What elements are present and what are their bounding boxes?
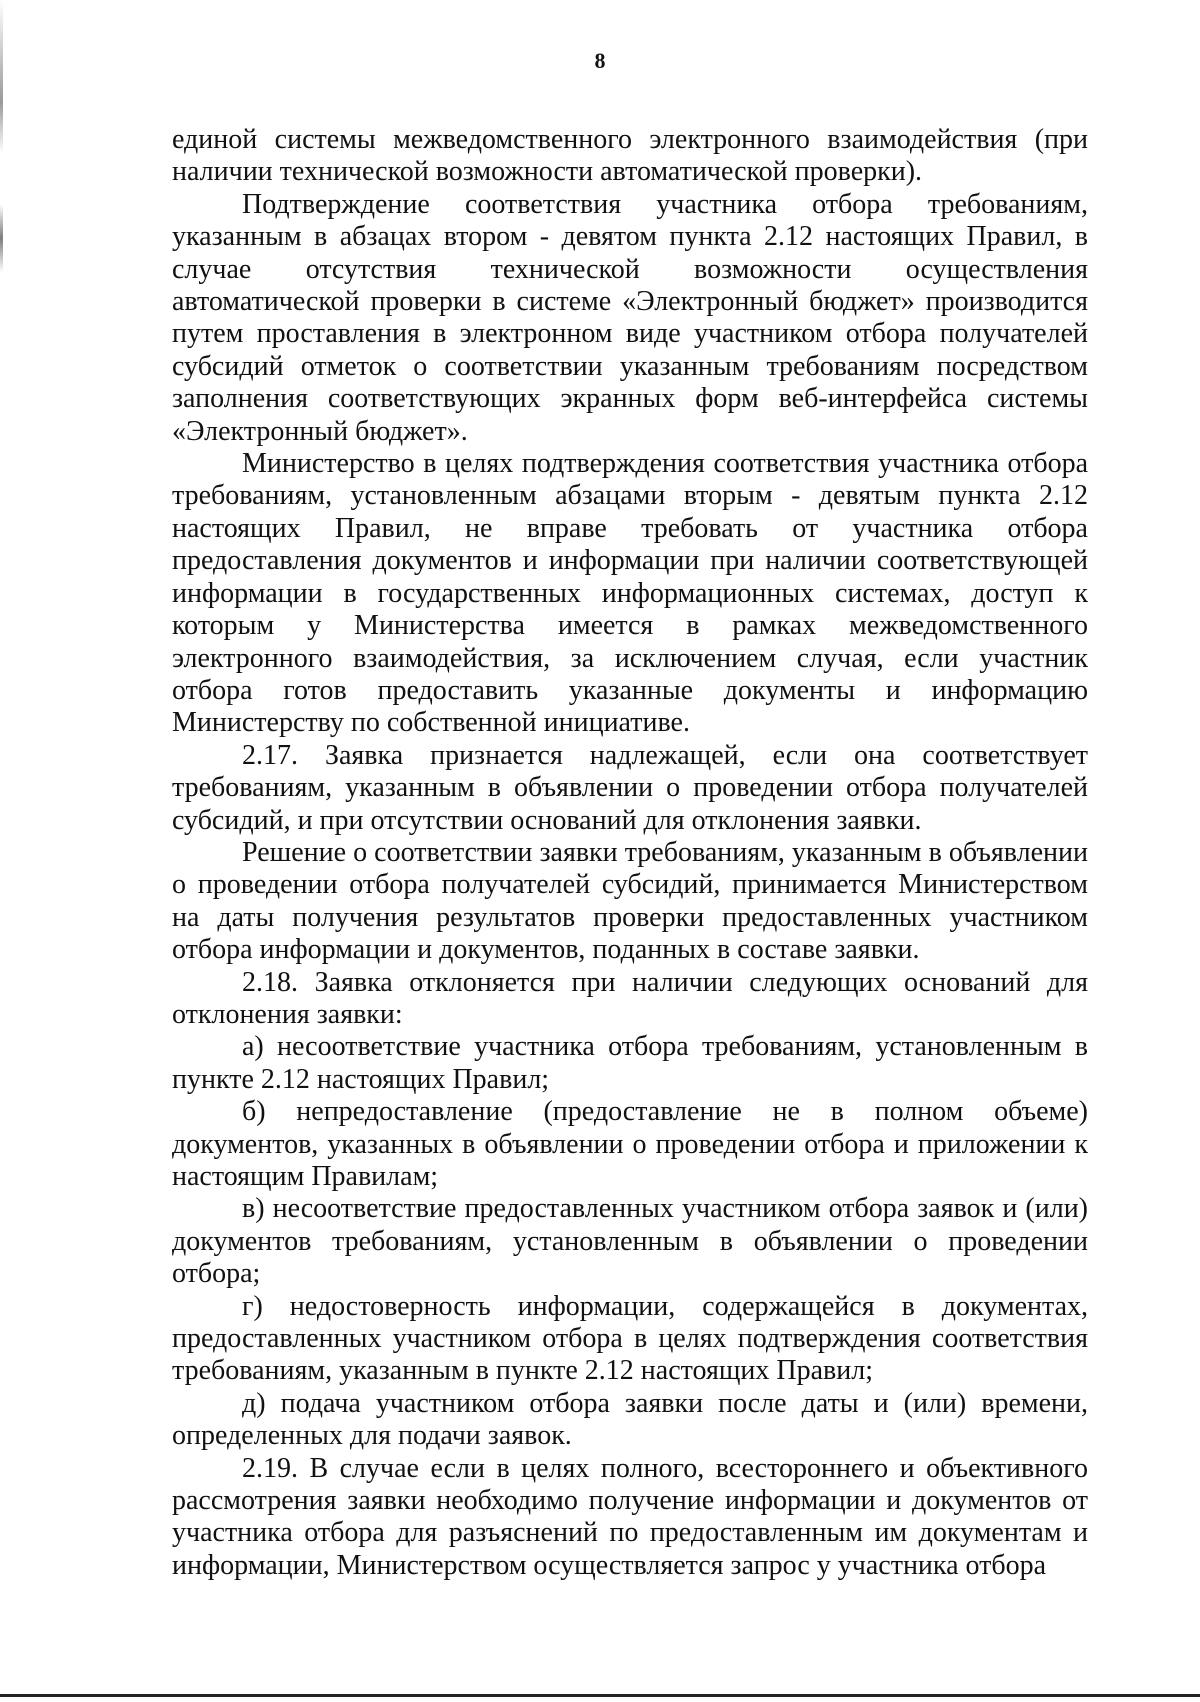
document-body <box>172 124 1088 1582</box>
page-number: 8 <box>594 48 606 73</box>
paragraph-2-17: 2.17. Заявка признается надлежащей, если она соответствует требованиям, указанным в объявлении о проведении отбора получателей субсидий, и при отсутствии оснований для отклонения заявки. <box>172 739 1088 836</box>
list-item-b: б) непредоставление (предоставление не в полном объеме) документов, указанных в объявлении о проведении отбора и приложении к настоящим Правилам; <box>172 1096 1088 1192</box>
paragraph-ministry-rights: Министерство в целях подтверждения соответствия участника отбора требованиям, установленным абзацами вторым - девятым пункта 2.12 настоящих Правил, не вправе требовать от участника отбора предоставления документов и информации при наличии соответствующей информации в государственных информационных системах, доступ к которым у Министерства имеется в рамках межведомственного электронного взаимодействия, за исключением случая, если участник отбора готов предоставить указанные документы и информацию Министерству по собственной инициативе. <box>172 448 1088 739</box>
list-item-v: в) несоответствие предоставленных участником отбора заявок и (или) документов требованиям, установленным в объявлении о проведении отбора; <box>172 1193 1088 1290</box>
list-item-g: г) недостоверность информации, содержащейся в документах, предоставленных участником отбора в целях подтверждения соответствия требованиям, указанным в пункте 2.12 настоящих Правил; <box>172 1290 1088 1387</box>
scan-edge-left <box>0 0 3 1702</box>
paragraph-continuation: единой системы межведомственного электронного взаимодействия (при наличии технической возможности автоматической проверки). <box>172 124 1088 188</box>
scan-edge-bottom <box>0 1694 1200 1697</box>
list-item-d: д) подача участником отбора заявки после даты и (или) времени, определенных для подачи заявок. <box>172 1387 1088 1452</box>
list-item-a: а) несоответствие участника отбора требованиям, установленным в пункте 2.12 настоящих Правил; <box>172 1031 1088 1095</box>
paragraph-decision: Решение о соответствии заявки требованиям, указанным в объявлении о проведении отбора получателей субсидий, принимается Министерством на даты получения результатов проверки предоставленных участником отбора информации и документов, поданных в составе заявки. <box>172 836 1088 966</box>
paragraph-2-19: 2.19. В случае если в целях полного, всестороннего и объективного рассмотрения заявки необходимо получение информации и документов от участника отбора для разъяснений по предоставленным им документам и информации, Министерством осуществляется запрос у участника отбора <box>172 1452 1088 1581</box>
paragraph-2-18: 2.18. Заявка отклоняется при наличии следующих оснований для отклонения заявки: <box>172 966 1088 1030</box>
paragraph-confirmation: Подтверждение соответствия участника отбора требованиям, указанным в абзацах втором - девятом пункта 2.12 настоящих Правил, в случае отсутствия технической возможности осуществления автоматической проверки в системе «Электронный бюджет» производится путем проставления в электронном виде участником отбора получателей субсидий отметок о соответствии указанным требованиям посредством заполнения соответствующих экранных форм веб-интерфейса системы «Электронный бюджет». <box>172 188 1088 447</box>
